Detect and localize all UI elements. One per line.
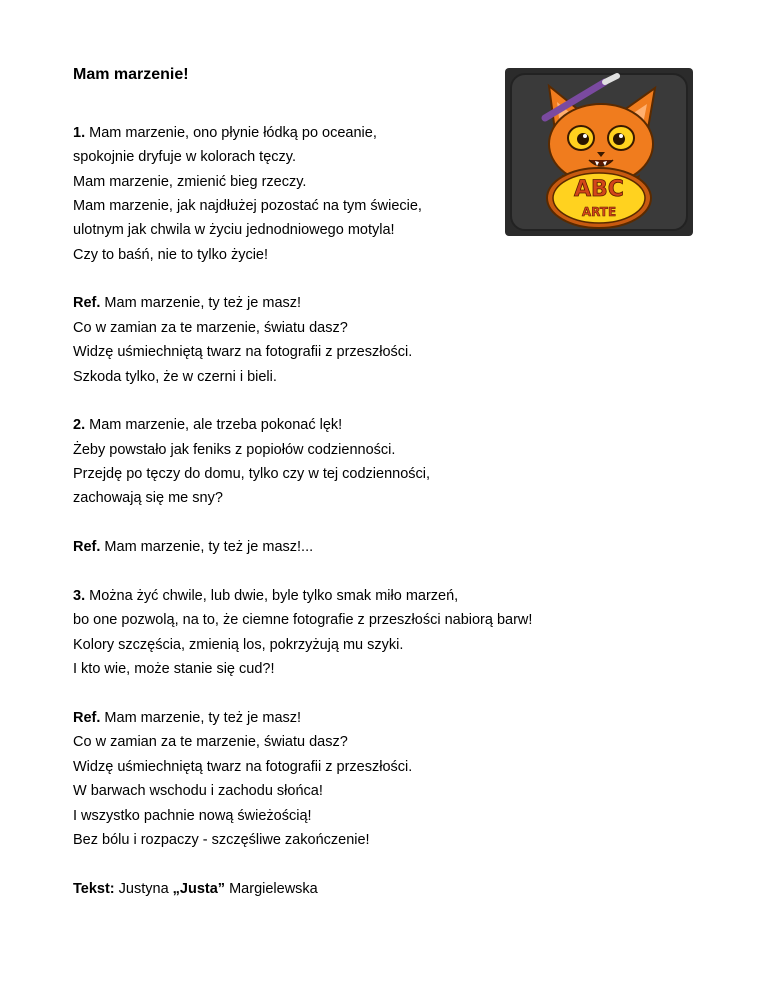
- refrain-2-line-1: Ref. Mam marzenie, ty też je masz!...: [73, 539, 314, 555]
- verse-3-line-3: Kolory szczęścia, zmienią los, pokrzyżują mu szyki.: [73, 637, 404, 653]
- cat-mascot-icon: [505, 68, 693, 236]
- verse-3-line-2: bo one pozwolą, na to, że ciemne fotografie z przeszłości nabiorą barw!: [73, 612, 533, 628]
- verse-1-line-5: ulotnym jak chwila w życiu jednodniowego motyla!: [73, 222, 395, 238]
- verse-2-line-1: 2. Mam marzenie, ale trzeba pokonać lęk!: [73, 417, 343, 433]
- author-nickname: „Justa”: [172, 881, 226, 897]
- verse-number: 3.: [73, 588, 86, 604]
- refrain-3-line-1: Ref. Mam marzenie, ty też je masz!: [73, 710, 302, 726]
- refrain-3-line-4: W barwach wschodu i zachodu słońca!: [73, 783, 323, 799]
- verse-1-line-4: Mam marzenie, jak najdłużej pozostać na tym świecie,: [73, 198, 422, 214]
- refrain-3-line-6: Bez bólu i rozpaczy - szczęśliwe zakończenie!: [73, 832, 370, 848]
- verse-1-line-2: spokojnie dryfuje w kolorach tęczy.: [73, 149, 296, 165]
- verse-1-line-1: 1. Mam marzenie, ono płynie łódką po oceanie,: [73, 125, 377, 141]
- refrain-1-line-2: Co w zamian za te marzenie, światu dasz?: [73, 320, 348, 336]
- document-title: Mam marzenie!: [73, 66, 189, 83]
- verse-3-line-1: 3. Można żyć chwile, lub dwie, byle tylko smak miło marzeń,: [73, 588, 459, 604]
- refrain-1-line-4: Szkoda tylko, że w czerni i bieli.: [73, 369, 277, 385]
- refrain-3-line-5: I wszystko pachnie nową świeżością!: [73, 808, 312, 824]
- verse-2-line-4: zachowają się me sny?: [73, 490, 223, 506]
- refrain-1-line-3: Widzę uśmiechniętą twarz na fotografii z przeszłości.: [73, 344, 413, 360]
- refrain-3-line-3: Widzę uśmiechniętą twarz na fotografii z przeszłości.: [73, 759, 413, 775]
- abc-arte-logo: [505, 68, 693, 236]
- verse-3-line-4: I kto wie, może stanie się cud?!: [73, 661, 275, 677]
- refrain-label: Ref.: [73, 710, 101, 726]
- logo-text-top: ABC: [574, 177, 624, 202]
- verse-2-line-3: Przejdę po tęczy do domu, tylko czy w tej codzienności,: [73, 466, 431, 482]
- verse-2-line-2: Żeby powstało jak feniks z popiołów codzienności.: [73, 442, 396, 458]
- refrain-3-line-2: Co w zamian za te marzenie, światu dasz?: [73, 734, 348, 750]
- verse-number: 1.: [73, 125, 86, 141]
- author-credit: Tekst: Justyna „Justa” Margielewska: [73, 881, 318, 897]
- verse-1-line-3: Mam marzenie, zmienić bieg rzeczy.: [73, 174, 307, 190]
- refrain-1-line-1: Ref. Mam marzenie, ty też je masz!: [73, 295, 302, 311]
- logo-text-bottom: ARTE: [581, 205, 617, 219]
- verse-1-line-6: Czy to baśń, nie to tylko życie!: [73, 247, 269, 263]
- refrain-label: Ref.: [73, 295, 101, 311]
- verse-number: 2.: [73, 417, 86, 433]
- refrain-label: Ref.: [73, 539, 101, 555]
